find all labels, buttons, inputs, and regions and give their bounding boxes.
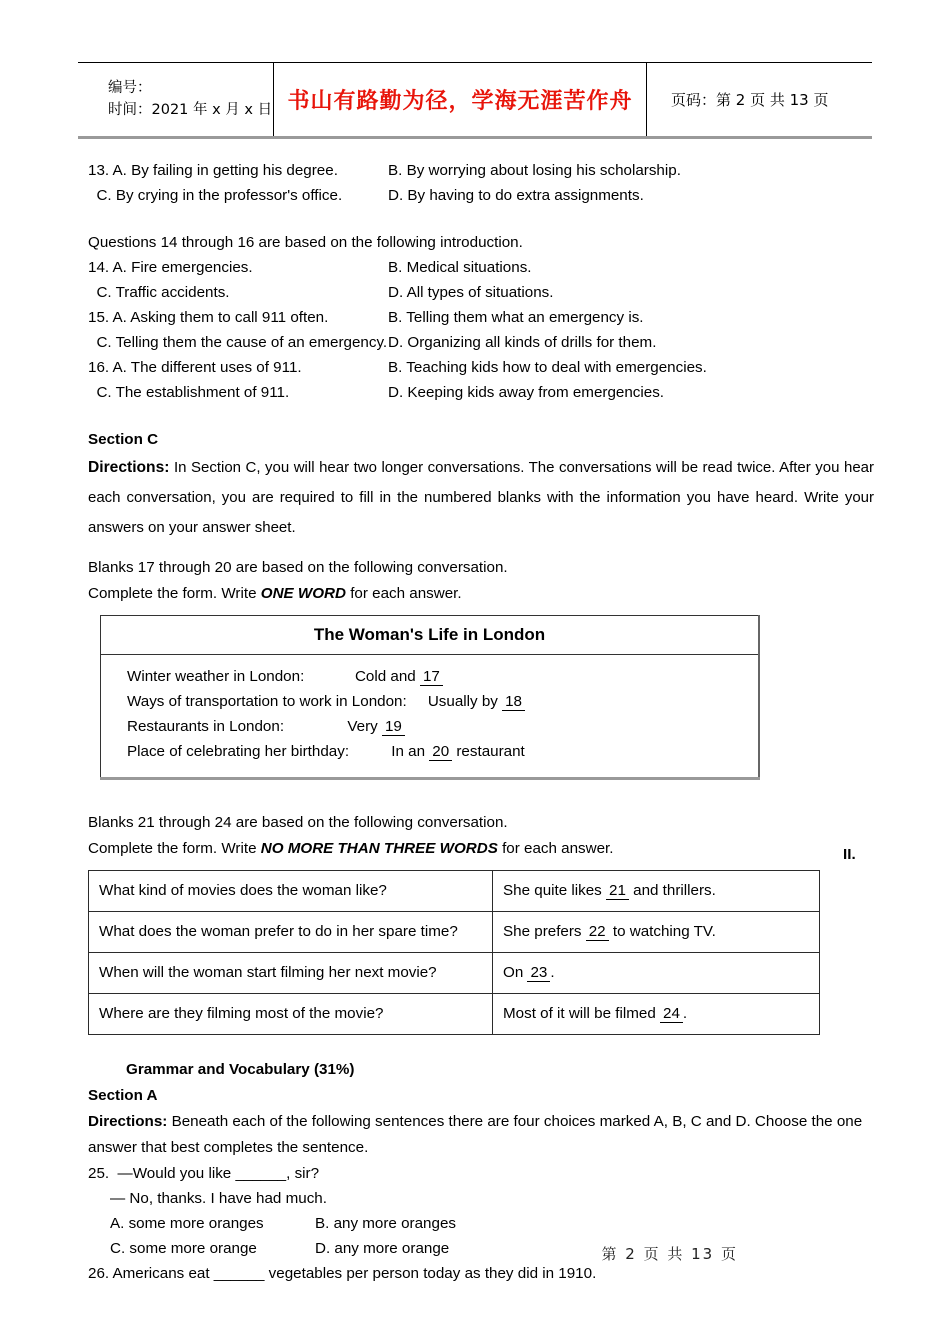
question-cell: Where are they filming most of the movie?	[89, 994, 493, 1035]
answer-post: .	[550, 964, 555, 981]
option-b: B. any more oranges	[315, 1215, 456, 1232]
section-c-title: Section C	[88, 431, 159, 448]
option-b: B. Teaching kids how to deal with emergencies.	[388, 359, 707, 376]
option-c: C. Telling them the cause of an emergency.	[88, 334, 388, 351]
answer-cell	[493, 994, 820, 1035]
form-spacer	[284, 718, 347, 735]
answer-post: to watching TV.	[608, 923, 716, 940]
option-c: C. By crying in the professor's office.	[88, 187, 343, 204]
option-c: C. some more orange	[110, 1240, 257, 1257]
directions-label: Directions:	[88, 459, 170, 476]
answer-cell	[493, 871, 820, 912]
option-a: 15. A. Asking them to call 911 often.	[88, 309, 329, 326]
section-a-title: Section A	[88, 1087, 158, 1104]
option-b: B. By worrying about losing his scholarship.	[388, 162, 681, 179]
form-row	[127, 689, 758, 714]
header-date-label: 时间：2021 年 x 月 x 日	[108, 101, 273, 118]
answer-cell	[493, 912, 820, 953]
form-answer-pre: Very	[347, 718, 382, 735]
answer-pre: She prefers	[503, 923, 586, 940]
page-header	[78, 62, 872, 139]
form-table-title: The Woman's Life in London	[101, 616, 760, 655]
form-spacer	[407, 693, 428, 710]
answer-cell	[493, 953, 820, 994]
option-d: D. All types of situations.	[388, 284, 554, 301]
form-label: Place of celebrating her birthday:	[127, 743, 350, 760]
form-label: Winter weather in London:	[127, 668, 305, 685]
blanks-21-24-instruction	[88, 836, 874, 862]
answer-pre: She quite likes	[503, 882, 606, 899]
form-answer-pre: Usually by	[427, 693, 503, 710]
option-c: C. The establishment of 911.	[88, 384, 290, 401]
table-row	[89, 871, 820, 912]
table-body-row	[101, 655, 760, 779]
intro-questions-14-16: Questions 14 through 16 are based on the following introduction.	[88, 234, 523, 251]
option-row	[88, 355, 874, 380]
answer-blank-22[interactable]: 22	[586, 923, 609, 941]
option-row	[88, 183, 874, 208]
form-answer-pre: In an	[391, 743, 430, 760]
blanks-17-20-intro: Blanks 17 through 20 are based on the following conversation.	[88, 559, 508, 576]
option-row	[88, 280, 874, 305]
directions-text: In Section C, you will hear two longer conversations. The conversations will be read twice. After you hear each conversation, you are required to fill in the numbered blanks with the information you have heard. Write your answers on your answer sheet.	[88, 459, 874, 536]
spacer	[88, 780, 874, 802]
blanks-21-24-intro: Blanks 21 through 24 are based on the following conversation.	[88, 814, 508, 831]
option-b: B. Medical situations.	[388, 259, 532, 276]
spacer	[88, 862, 874, 870]
spacer	[88, 543, 874, 555]
spacer	[88, 802, 874, 810]
form-label: Restaurants in London:	[127, 718, 285, 735]
section-a-directions	[88, 1109, 874, 1161]
form-row	[127, 714, 758, 739]
answer-blank-21[interactable]: 21	[606, 882, 629, 900]
form-answer-post: restaurant	[452, 743, 525, 760]
header-page-label: 页码：第 2 页 共 13 页	[671, 91, 829, 109]
instruction-post: for each answer.	[497, 840, 614, 857]
form-table-body	[101, 655, 760, 779]
option-row	[88, 305, 874, 330]
document-body	[88, 158, 874, 1286]
form-answer-pre: Cold and	[354, 668, 420, 685]
answer-blank-24[interactable]: 24	[660, 1005, 683, 1023]
option-row	[88, 1211, 874, 1236]
answer-blank-18[interactable]: 18	[502, 693, 525, 711]
directions-text: Beneath each of the following sentences there are four choices marked A, B, C and D. Choose the one answer that best completes the sentence.	[88, 1113, 863, 1156]
question-cell: What does the woman prefer to do in her spare time?	[89, 912, 493, 953]
option-c: C. Traffic accidents.	[88, 284, 230, 301]
option-a: A. some more oranges	[110, 1215, 264, 1232]
grammar-vocabulary-title: Grammar and Vocabulary (31%)	[126, 1061, 355, 1078]
instruction-pre: Complete the form. Write	[88, 840, 261, 857]
form-row	[127, 739, 758, 764]
directions-label: Directions:	[88, 1113, 168, 1130]
question-15	[88, 305, 874, 355]
spacer	[88, 208, 874, 230]
option-a: 16. A. The different uses of 911.	[88, 359, 302, 376]
spacer	[88, 607, 874, 615]
table-header-row	[101, 616, 760, 655]
table-row	[89, 994, 820, 1035]
answer-post: .	[682, 1005, 688, 1022]
header-motto: 书山有路勤为径，学海无涯苦作舟	[274, 63, 647, 136]
instruction-emphasis: ONE WORD	[260, 585, 346, 602]
answer-post: and thrillers.	[628, 882, 716, 899]
blanks-17-20-instruction	[88, 581, 874, 607]
option-row	[88, 255, 874, 280]
form-spacer	[304, 668, 355, 685]
question-26-stem: 26. Americans eat ______ vegetables per person today as they did in 1910.	[88, 1265, 597, 1282]
instruction-emphasis: NO MORE THAN THREE WORDS	[260, 840, 498, 857]
option-row	[88, 158, 874, 183]
form-row	[127, 664, 758, 689]
option-a: 13. A. By failing in getting his degree.	[88, 162, 338, 179]
option-d: D. Keeping kids away from emergencies.	[388, 384, 665, 401]
question-16	[88, 355, 874, 405]
spacer	[88, 1035, 874, 1057]
answer-blank-20[interactable]: 20	[429, 743, 452, 761]
question-14	[88, 255, 874, 305]
page-footer: 第 2 页 共 13 页	[601, 1245, 738, 1263]
instruction-pre: Complete the form. Write	[88, 585, 261, 602]
answer-pre: Most of it will be filmed	[503, 1005, 660, 1022]
option-row	[88, 330, 874, 355]
answer-blank-19[interactable]: 19	[382, 718, 405, 736]
question-25-stem-line-2: — No, thanks. I have had much.	[110, 1190, 327, 1207]
answer-pre: On	[503, 964, 528, 981]
form-label: Ways of transportation to work in London:	[127, 693, 407, 710]
table-row	[89, 912, 820, 953]
question-cell: What kind of movies does the woman like?	[89, 871, 493, 912]
header-number-label: 编号：	[108, 80, 152, 97]
option-d: D. any more orange	[315, 1240, 450, 1257]
instruction-post: for each answer.	[345, 585, 462, 602]
header-meta-cell	[78, 63, 274, 136]
spacer	[88, 405, 874, 427]
form-spacer	[349, 743, 391, 760]
womans-life-form-table	[100, 615, 760, 780]
option-b: B. Telling them what an emergency is.	[388, 309, 644, 326]
roman-numeral-marker: II.	[843, 846, 856, 863]
answer-blank-23[interactable]: 23	[527, 964, 550, 982]
answer-blank-17[interactable]: 17	[420, 668, 443, 686]
option-d: D. Organizing all kinds of drills for them.	[388, 334, 657, 351]
option-a: 14. A. Fire emergencies.	[88, 259, 253, 276]
question-cell: When will the woman start filming her next movie?	[89, 953, 493, 994]
question-13	[88, 158, 874, 208]
option-row	[88, 380, 874, 405]
option-d: D. By having to do extra assignments.	[388, 187, 644, 204]
question-25-stem-line-1: 25. —Would you like ______, sir?	[88, 1165, 320, 1182]
section-c-directions	[88, 453, 874, 543]
table-row	[89, 953, 820, 994]
movies-qa-table	[88, 870, 820, 1035]
